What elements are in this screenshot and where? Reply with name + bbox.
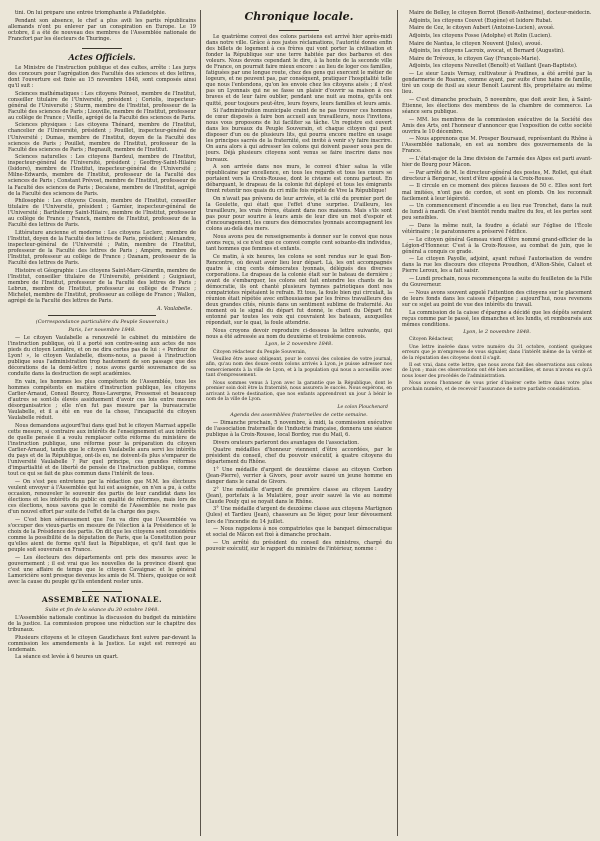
letter-paragraph: Citoyen Rédacteur, xyxy=(409,337,454,343)
letter-paragraph: Il est vrai, dans cette lettre, que nous avons fait des observations aux colons de Lyon ; mais ces observations ont été bien accueillies, et nous n'avons eu qu'à nous louer des procédés de l'administration. xyxy=(402,362,592,380)
paragraph: — Le citoyen général Gemeau vient d'être nommé grand-officier de la Légion-d'Honneur. C'est à la Croix-Rousse, au combat de juin, que le général a conquis ce grade. xyxy=(402,236,592,255)
paragraph: — Le citoyen Vaulabelle a renouvelé le cabinet du ministère de l'instruction publique, où il a porté son contre-seing aux actes de nos pieds du citoyen Lemâtre, et on ne dira certes pas de lui : « Perdeur de Lyon! », le citoyen Vaulabelle, disons-nous, a passé à l'instruction publique sous l'administration trop hautement de son passage que des décorations de la demi-lettre ; nous avons gardé souvenance de sa conduite dans la destruction de sept académies. xyxy=(8,334,196,378)
section-subtitle: Suite et fin de la séance du 30 octobre 1848. xyxy=(45,606,159,613)
letter-paragraph: Une lettre insérée dans votre numéro du 31 octobre, contient quelques erreurs que je m'empresse de vous signaler, dans l'intérêt même de la vérité et de la réputation des citoyens dont il s'agit. xyxy=(402,344,592,361)
paragraph: Maire de Belley, le citoyen Borrot (Benoît-Antheime), docteur-médecin. xyxy=(409,10,592,16)
paragraph: Adjoints, les citoyens Couvet (Eugène) et Isidore Rubat. xyxy=(409,17,553,24)
paragraph: — Lundi prochain, nous recommençons la suite du feuilleton de la Fille du Gouverneur. xyxy=(402,276,592,289)
signature: Le colon Plouchenard xyxy=(337,404,388,410)
paragraph: Ce matin, à six heures, les colons se sont rendus sur le quai Bon-Rencontre, où devait avoir lieu leur départ. Là, les ont accompagnés quatre à cinq cents démocrates lyonnais, délégués des diverses corporations. Le drapeau de la colonie était sur le bateau de dernière ; avant de s'embarquer, les colons ont fait entendre les chants de la démocratie, ils ont chanté plusieurs hymnes patriotiques dont nos compatriotes répétaient le refrain. Et tous, la foule bien qui circulait, la réunion était répétée avec enthousiasme par les frères travailleurs des deux grandes cités, réunis dans un sentiment sublime de fraternité. Au moment où le signal du départ fut donné, le chant du Départ fut entonné par toutes les voix qui couvraient les bateaux, auxquelles répondait, sur le quai, la foule attendrie. xyxy=(206,253,392,327)
ornament-divider xyxy=(82,587,122,592)
paragraph: Sciences naturelles : Les citoyens Bardeul, membre de l'Institut, inspecteur-général de l'Université, président ; Geoffroy-Saint-Hilaire (Isidore), membre de l'Institut, inspecteur-général de l'Université ; Milne-Edwards, membre de l'Institut, professeur de la Faculté des sciences de Paris ; Constant Prévost, membre de l'Institut, professeur de la Faculté des sciences de Paris ; Decaisne, membre de l'Institut, agrégé de la Faculté des sciences de Paris. xyxy=(8,154,196,197)
paragraph: Histoire et Géographie : Les citoyens Saint-Marc-Girardin, membre de l'Institut, conseiller titulaire de l'Université, président ; Guigniaut, membre de l'Institut, professeur de la Faculté des lettres de Paris ; Lebrun, membre de l'Institut, professeur au collège de France ; Michelet, membre de l'Institut, professeur au collège de France ; Wallon, agrégé de la Faculté des lettres de Paris. xyxy=(8,267,196,305)
column-divider xyxy=(397,10,398,836)
correspondence-heading: (Correspondance particulière du Peuple Souverain.) xyxy=(35,318,169,325)
paragraph: Sciences mathématiques : Les citoyens Poinsot, membre de l'Institut, conseiller titulaire de l'Université, président ; Coriolis, inspecteur-général de l'Université ; Sturm, membre de l'Institut, professeur de la Faculté des sciences de Paris ; Liouville, membre de l'Institut, professeur au collège de France ; Vieille, agrégé de la Faculté des sciences de Paris. xyxy=(8,90,196,121)
column-middle xyxy=(206,10,392,838)
paragraph: Maire de Trévoux, le citoyen Gay (François-Marie). xyxy=(409,55,541,62)
paragraph: 1° Une médaille d'argent de deuxième classe au citoyen Corbon (Jean-Pierre), verrier à Givors, pour avoir sauvé un jeune homme en danger dans le canal de Givors. xyxy=(206,466,392,486)
ornament-divider xyxy=(279,26,319,31)
paragraph: Littérature ancienne et moderne : Les citoyens Leclerc, membre de l'Institut, doyen de la Faculté des lettres de Paris, président ; Alexandre, inspecteur-général de l'Université ; Patin, membre de l'Institut, professeur de la Faculté des lettres de Paris ; Ampère, membre de l'Institut, professeur au collège de France ; Ozanam, professeur de la Faculté des lettres de Paris. xyxy=(8,230,196,267)
paragraph: Si l'administration municipale craint de ne pas trouver ces hommes de cœur disposés à faire bon accueil aux travailleurs, nous l'invitons, nous vous proposons de lui faciliter sa tâche. Un registre est ouvert dans les bureaux du Peuple Souverain, et chaque citoyen qui peut disposer d'un ou de plusieurs lits, qui pourra encore mettre en usage les principes sacrés de la fraternité, est invité à venir s'y faire inscrire. On aura alors à qui adresser les colons qui doivent passer sous peu de jours. Déjà plusieurs citoyens sont venus se faire inscrire dans nos bureaux. xyxy=(206,108,392,163)
dateline: Paris, 1er novembre 1848. xyxy=(68,326,136,333)
paragraph: — Un arrêté du président du conseil des ministres, chargé du pouvoir exécutif, sur le rapport du ministre de l'intérieur, nomme : xyxy=(206,539,392,552)
paragraph: — MM. les membres de la commission exécutive de la Société des Amis des Arts, ont l'honneur d'annoncer que l'exposition de cette société ouvrira le 10 décembre. xyxy=(402,116,592,135)
paragraph: Le Ministre de l'instruction publique et des cultes, arrête : Les jurys des concours pour l'agrégation des Facultés des sciences et des lettres, dont l'ouverture est fixée au 15 novembre 1848, sont composés ainsi qu'il suit : xyxy=(8,64,196,89)
paragraph: — Un commencement d'incendie a eu lieu rue Tronchet, dans la nuit de lundi à mardi. On s'est bientôt rendu maître du feu, et les pertes sont peu sensibles. xyxy=(402,203,592,222)
paragraph: En vain, les hommes les plus compétents de l'Assemblée, tous les hommes compétents en matière d'instruction publique, les citoyens Carlier-Arnaud, Consul Bourcy, Rous-Lavergne, Pressensé et beaucoup d'autres se sont-ils élevés assiduement d'avoir ces lois entre mesure désorganisatrice ; elle n'en fut pas mesure par la bureaucratie Vaulabelle, et il a été en vue de la chose, l'incapacité du citoyen Vaulabelle réduit. xyxy=(8,378,196,422)
paragraph: Sciences physiques : Les citoyens Thénard, membre de l'Institut, chancelier de l'Université, président ; Pouillet, inspecteur-général de l'Université ; Dumas, membre de l'Institut, doyen de la Faculté des sciences de Paris ; Pouillet, membre de l'Institut, professeur de la Faculté des sciences de Paris ; Regnault, membre de l'Institut. xyxy=(8,122,196,153)
paragraph: — Nous avons souvent appelé l'attention des citoyens sur le placement de leurs fonds dans les caisses d'épargne ; aujourd'hui, nous revenons sur ce sujet au point de vue des intérêts du travail. xyxy=(402,289,592,308)
paragraph: A son arrivée dans nos murs, le convoi d'hier salua la ville républicaine par excellence, en tous les regards et tous les cœurs se portaient vers la Croix-Rousse, dont le civisme est connu partout. En débarquant, le drapeau de la colonie fut déployé et tous les émigrants firent retentir nos quais du cri mille fois répété de Vive la République! xyxy=(206,164,392,195)
paragraph: — Le sieur Louis Vernay, cultivateur à Pradines, a été arrêté par la gendarmerie de Roanne, comme ayant, par suite d'une haine de famille, tiré un coup de fusil au sieur Benoît Laurent fils, propriétaire au même lieu. xyxy=(402,71,592,96)
letter-paragraph: Nous avons l'honneur de vous prier d'insérer cette lettre dans votre plus prochain numéro, et de recevoir l'assurance de notre parfaite considération. xyxy=(402,381,592,392)
paragraph: Adjoints, les citoyens Lacroix, avocat, et Bernard (Augustin). xyxy=(409,48,565,55)
paragraph: — Les électeurs des départements ont pris des mesures avec le gouvernement ; il est vrai que les nouvelles de la province disent que c'est une affaire de temps que le citoyen Cavaignac et le général Lamoricière sont presque devenus les amis de M. Thiers, quoique ce soit avec la cause du peuple qu'ils entendent rester unis. xyxy=(8,554,196,585)
paragraph: Maire de Nantua, le citoyen Nouvent (Jules), avoué. xyxy=(409,40,542,47)
paragraph: 3° Une médaille d'argent de deuxième classe aux citoyens Martignon (Jules) et Tardieu (Jean), chasseurs au 5e léger, pour leur dévouement lors de l'incendie du 14 juillet. xyxy=(206,506,392,525)
paragraph: — On s'est peu entretenu par la rédaction que M.M. les électeurs veulent envoyer à l'Assemblée qui lui est assignée, on n'en a pu, à cette occasion, renouveler le souvenir des partis de leur candidat dans les élections et les intérêts du public en qualité de réformes, mais lors de ces élections, nous savons que le comité de l'Assemblée ne reste pas d'un nouvel effort par suite de l'effet de la charge des pays. xyxy=(8,478,196,515)
paragraph: Maire de Cez, le citoyen Aubert (Antoine-Lucien), avoué. xyxy=(409,25,555,32)
paragraph: — Dimanche prochain, 5 novembre, à midi, la commission exécutive de l'association fraternelle de l'industrie française, donnera une séance publique à la Croix-Rousse, local Bordoy, rue du Mail, 6. xyxy=(206,419,392,438)
letter-paragraph: Nous sommes venus à Lyon avec la garantie que la République, dont le premier soin doit être la fraternité, nous assurera le succès. Nous espérons, en arrivant à notre destination, que nos enfants apprendront un jour à bénir le nom de la ville de Lyon. xyxy=(206,380,392,403)
paragraph: — Le citoyen Payolle, adjoint, ayant refusé l'autorisation de vendre dans la rue les discours des citoyens Proudhon, d'Alton-Shée, Caluet et Pierre Leroux, les a fait saisir. xyxy=(402,256,592,275)
paragraph: La séance est levée à 6 heures un quart. xyxy=(15,654,119,661)
section-title-assemblee: ASSEMBLÉE NATIONALE. xyxy=(41,594,163,604)
letter-paragraph: Citoyen rédacteur du Peuple Souverain, xyxy=(213,349,307,355)
paragraph: Nous demandons aujourd'hui dans quel but le citoyen Marrast appelle cette mesure, si contraire aux intérêts de l'enseignement et aux intérêts de quelle pensée il a voulu remplacer cette réforme du ministère de l'instruction publique, une réforme pour la préparation du citoyen Carlier-Arnaud, tandis que le citoyen Vaulabelle aura servi les intérêts du pays et de la République, ont-ils eu, ne doivent-ils plus s'emparer de l'université Vaulabelle ? Par quel principe, ces grandes réformes d'impartialité et de liberté de pensée de l'instruction publique, comme tout ce qui se fait de plus commun dans l'intérêt de tous. xyxy=(8,422,196,478)
ornament-divider xyxy=(82,44,122,49)
paragraph: Quatre médailles d'honneur viennent d'être accordées, par le président du conseil, chef du pouvoir exécutif, à quatre citoyens du département du Rhône. xyxy=(206,447,392,466)
paragraph: Divers orateurs parleront des avantages de l'association. xyxy=(213,439,360,446)
paragraph: L'Assemblée nationale continue la discussion du budget du ministère de la justice. La commission propose une réduction sur le chapitre des tribunaux. xyxy=(8,614,196,633)
paragraph: Nous croyons devoir reproduire ci-dessous la lettre suivante, qui nous a été adressée au nom du deuxième et troisième convois. xyxy=(206,327,392,340)
paragraph: — C'est bien sérieusement que l'on va dire que l'Assemblée va s'occuper des vieux-partis en mesure de l'élection à la Présidence et le choix de la Présidence des partis. On dit que les citoyens sont considérés comme la possibilité de la députation de Paris, que la Constitution pour qu'elles aient de forme qu'il faut la République, et qu'il faut que le peuple soit souverain en France. xyxy=(8,516,196,553)
paragraph: — Nous apprenons que M. Prosper Boursaud, représentant du Rhône à l'Assemblée nationale, en est au nombre des gouvernements de la France. xyxy=(402,136,592,155)
paragraph: Pendant son absence, le chef a plus avili les partis républicains allemands n'ont pu enlever par un conspiration en Europe. Le 19 octobre, il a été de nouveau des membres de l'Assemblée nationale de Francfort par les électeurs de Thuringe. xyxy=(8,17,196,42)
signature: A. Vaulabelle. xyxy=(157,305,192,312)
paragraph: La commission de la caisse d'épargne a décidé que les dépôts seraient reçus comme par le passé, les dimanches et les lundis, et remboursés aux mêmes conditions. xyxy=(402,309,592,328)
paragraph: On n'avait pas prévenu de leur arrivée, et la cité du premier port de la Goulette, qui était que l'effet d'une surprise. D'ailleurs, les travailleurs, les vrais frères, étaient dans nos maisons. Mais s'ils sont pas pour pour sourire à leurs amis de leur dire un mot d'espoir et d'encouragement, les cœurs des démocrates lyonnais accompagnent les colons au-delà des mers. xyxy=(206,196,392,233)
paragraph: — Par arrêté de M. le directeur-général des postes, M. Rollet, qui était directeur à Bergerac, vient d'être appelé à la Croix-Rousse. xyxy=(402,169,592,182)
paragraph: — Dans la même nuit, la foudre a éclaté sur l'église de l'École vétérinaire ; le paratonnerre a préservé l'édifice. xyxy=(402,222,592,235)
letter-paragraph: Veuillez être assez obligeant, pour le convoi des colonies de votre journal, afin, qu'au nom des douze cents colons arrivés à Lyon, je puisse adresser nos remerciements à la ville de Lyon, et à la population qui nous a accueillis avec tant d'empressement. xyxy=(206,356,392,379)
dateline: Lyon, le 2 novembre 1848. xyxy=(463,329,531,336)
paragraph: Plusieurs citoyens et le citoyen Gaudichaux font suivre par-devant la commission les amendements à la Justice. Le sujet est renvoyé au lendemain. xyxy=(8,634,196,653)
paragraph: Adjoints, les citoyens Nuvellet (Benoît) et Vaillant (Jean-Baptiste). xyxy=(409,63,578,70)
paragraph: tini. On lui prépare une entrée triomphante à Philadelphie. xyxy=(15,10,167,16)
letter-dateline: Lyon, le 2 novembre 1848. xyxy=(265,341,333,348)
column-left xyxy=(8,10,196,838)
paragraph: Le quatrième convoi des colons parisiens est arrivé hier après-midi dans notre ville. Grâce à nos justes réclamations, l'autorité donne enfin des billets de logement à ces frères qui vont porter la civilisation et fonder la République sur une terre habitée par des barbares et des voleurs. Nous devons cependant le dire, à la honte de la seconde ville de France, on pourrait faire mieux encore : au lieu de loger ces familles, fatiguées par une longue route, chez des gens qui exercent le métier de logeurs, et ne peuvent pas, par conséquent, pratiquer l'hospitalité telle que nous l'entendons, qu'on les envoie chez les citoyens aisés ; il n'est pas un Lyonnais qui ne se fasse un plaisir d'ouvrir sa maison à ces braves et de leur faire oublier, pendant une nuit au moins, qu'ils ont quitté, pour toujours peut-être, leurs foyers, leurs familles et leurs amis. xyxy=(206,34,392,107)
paragraph: Nous avons peu de renseignements à donner sur le convoi que nous avons reçu, si ce n'est que ce convoi compte cent soixante-dix individus, tant hommes que femmes et enfants. xyxy=(206,233,392,252)
column-divider xyxy=(200,10,201,836)
paragraph: Philosophie : Les citoyens Cousin, membre de l'Institut, conseiller titulaire de l'Université, président ; Garnier, inspecteur-général de l'Université ; Barthélemy Saint-Hilaire, membre de l'Institut, professeur au collège de France ; Franck, membre de l'Institut, professeur de la Faculté des lettres de Paris. xyxy=(8,198,196,229)
paragraph: — Nous rappelons à nos compatriotes que le banquet démocratique et social de Mâcon est fixé à dimanche prochain. xyxy=(206,526,392,539)
paragraph: — C'est dimanche prochain, 5 novembre, que doit avoir lieu, à Saint-Étienne, les élections des membres de la chambre de commerce. La séance sera publique. xyxy=(402,96,592,115)
paragraph: — L'état-major de la 3me division de l'armée des Alpes est parti avant-hier de Bourg pour Mâcon. xyxy=(402,156,592,169)
section-title-chronique: Chronique locale. xyxy=(244,10,354,23)
column-right xyxy=(402,10,592,838)
paragraph: 2° Une médaille d'argent de première classe au citoyen Laudry (Jean), portefaix à la Mulatière, pour avoir sauvé la vie au nommé Claude Pouly qui se noyait dans le Rhône. xyxy=(206,486,392,505)
agenda-heading: Agenda des assemblées fraternelles de cette semaine. xyxy=(230,411,368,418)
paragraph: — Il circule en ce moment des pièces fausses de 50 c. Elles sont fort mal imitées, n'ont pas de cordon, et sont en plomb. On les reconnaît facilement à leur légèreté. xyxy=(402,183,592,202)
paragraph: Adjoints, les citoyens Fosse (Adolphe) et Rolin (Lucien). xyxy=(409,32,552,39)
section-title-actes: Actes Officiels. xyxy=(68,51,136,62)
separator xyxy=(48,315,156,316)
